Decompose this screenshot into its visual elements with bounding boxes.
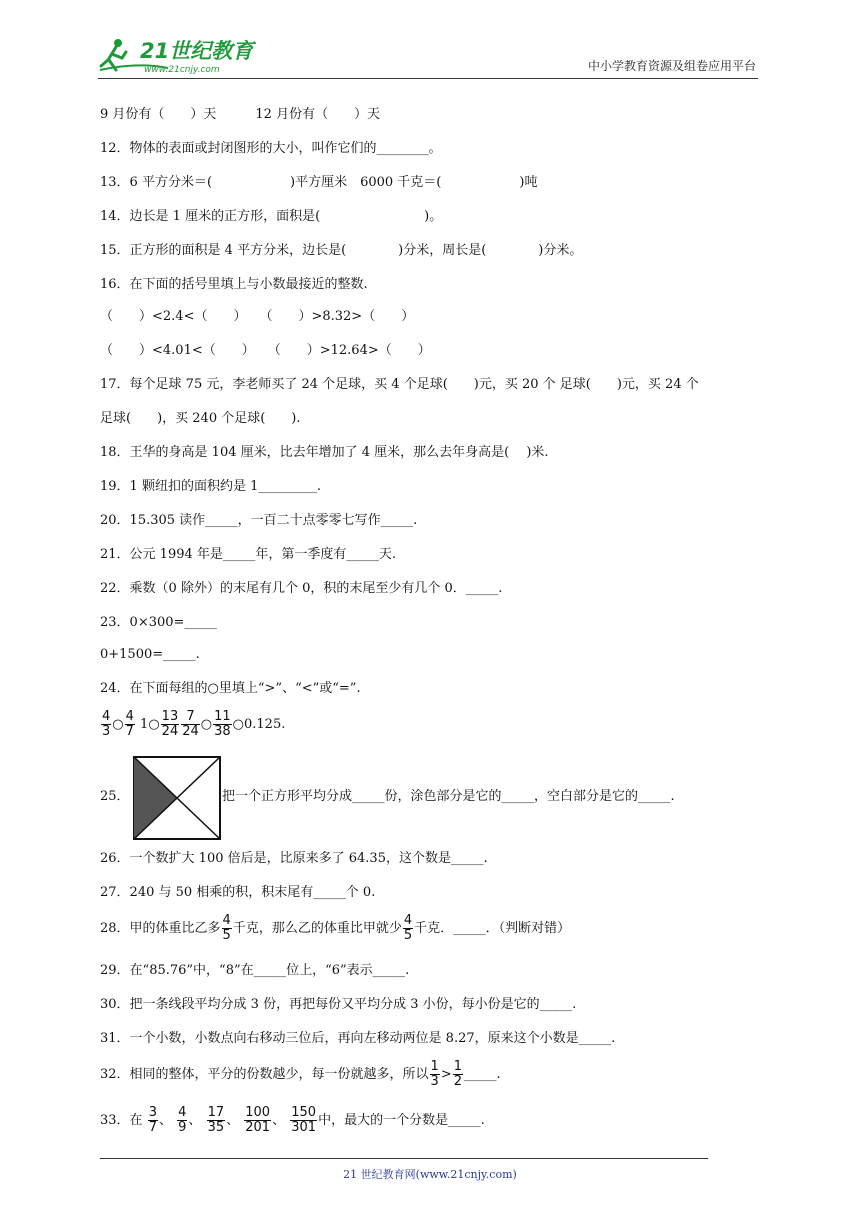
- question-28: 28．甲的体重比乙多 $\frac{4}{5}$ 千克，那么乙的体重比甲就少 $\frac{4}{5}$ 千克．_____．（判断对错）: [100, 913, 571, 943]
- shaded-square-figure: [133, 756, 221, 840]
- svg-text:21世纪教育: 21世纪教育: [140, 39, 254, 63]
- svg-text:www.21cnjy.com: www.21cnjy.com: [144, 65, 220, 75]
- question-13: 13．6 平方分米＝( )平方厘米 6000 千克＝( )吨: [100, 175, 538, 190]
- fraction: $\frac{17}{35}$: [207, 1105, 225, 1135]
- fraction: $\frac{13}{24}$: [161, 709, 179, 739]
- question-21: 21．公元 1994 年是_____年，第一季度有_____天.: [100, 547, 397, 562]
- question-31: 31．一个小数，小数点向右移动三位后，再向左移动两位是 8.27，原来这个小数是_____.: [100, 1031, 616, 1046]
- fraction: $\frac{4}{7}$: [125, 709, 134, 739]
- question-29: 29．在“85.76”中，“8”在_____位上，“6”表示_____.: [100, 963, 410, 978]
- question-18: 18．王华的身高是 104 厘米，比去年增加了 4 厘米，那么去年身高是( )米.: [100, 445, 549, 460]
- question-25-number: 25．: [100, 789, 130, 804]
- question-19: 19．1 颗纽扣的面积约是 1_________.: [100, 479, 321, 494]
- question-20: 20．15.305 读作_____，一百二十点零零七写作_____.: [100, 513, 418, 528]
- platform-title: 中小学教育资源及组卷应用平台: [587, 59, 756, 73]
- fraction: $\frac{11}{38}$: [214, 709, 231, 739]
- fraction: $\frac{4}{5}$: [403, 913, 413, 943]
- question-26: 26．一个数扩大 100 倍后是，比原来多了 64.35，这个数是_____.: [100, 851, 488, 866]
- question-33: 33．在 $\frac{3}{7}$ 、 $\frac{4}{9}$ 、 $\frac{17}{35}$ 、 $\frac{100}{201}$ 、 $\frac{150}{301}$ 中，最大的一个分数是_____.: [100, 1105, 485, 1135]
- fraction: $\frac{150}{301}$: [291, 1105, 317, 1135]
- question-30: 30．把一条线段平均分成 3 份，再把每份又平均分成 3 小份，每小份是它的_____.: [100, 997, 577, 1012]
- fraction: $\frac{7}{24}$: [182, 709, 199, 739]
- question-12: 12．物体的表面或封闭图形的大小，叫作它们的________。: [100, 141, 442, 156]
- fraction: $\frac{3}{7}$: [148, 1105, 157, 1135]
- question-16-row1: （ ）<2.4<（ ） （ ）>8.32>（ ）: [100, 309, 415, 324]
- question-16: 16．在下面的括号里填上与小数最接近的整数.: [100, 277, 368, 292]
- question-17-line1: 17．每个足球 75 元，李老师买了 24 个足球，买 4 个足球( )元，买 20 个 足球( )元，买 24 个: [100, 377, 699, 392]
- question-17-line2: 足球( )，买 240 个足球( ).: [100, 411, 301, 426]
- question-14: 14．边长是 1 厘米的正方形，面积是( )。: [100, 209, 443, 224]
- fraction: $\frac{4}{5}$: [222, 913, 231, 943]
- question-25: 把一个正方形平均分成_____份，涂色部分是它的_____，空白部分是它的_____.: [222, 789, 675, 804]
- question-24-expressions: $\frac{4}{3}$ ○ $\frac{4}{7}$ 1○ $\frac{13}{24}$ $\frac{7}{24}$ ○ $\frac{11}{38}$ ○0.125.: [102, 709, 286, 739]
- fraction: $\frac{100}{201}$: [245, 1105, 271, 1135]
- fraction: $\frac{4}{9}$: [178, 1105, 187, 1135]
- fraction: $\frac{4}{3}$: [102, 709, 111, 739]
- fraction: $\frac{1}{3}$: [430, 1059, 439, 1089]
- footer-divider: [100, 1158, 708, 1159]
- question-23: 23．0×300=_____: [100, 615, 217, 630]
- question-27: 27．240 与 50 相乘的积，积末尾有_____个 0.: [100, 885, 376, 900]
- question-32: 32．相同的整体，平分的份数越少，每一份就越多，所以 $\frac{1}{3}$ > $\frac{1}{2}$ _____.: [100, 1059, 501, 1089]
- fraction: $\frac{1}{2}$: [453, 1059, 463, 1089]
- logo-icon: [98, 32, 268, 76]
- question-11-cont: 9 月份有（ ）天 12 月份有（ ）天: [100, 107, 381, 122]
- question-23-line2: 0+1500=_____.: [100, 647, 200, 662]
- footer-link[interactable]: 21 世纪教育网(www.21cnjy.com): [343, 1168, 517, 1181]
- question-15: 15．正方形的面积是 4 平方分米，边长是( )分米，周长是( )分米。: [100, 243, 583, 258]
- question-24: 24．在下面每组的○里填上“>”、“<”或“=”.: [100, 681, 361, 696]
- question-16-row2: （ ）<4.01<（ ） （ ）>12.64>（ ）: [100, 343, 431, 358]
- question-22: 22．乘数（0 除外）的末尾有几个 0，积的末尾至少有几个 0．_____.: [100, 581, 503, 596]
- page-header: [98, 30, 758, 79]
